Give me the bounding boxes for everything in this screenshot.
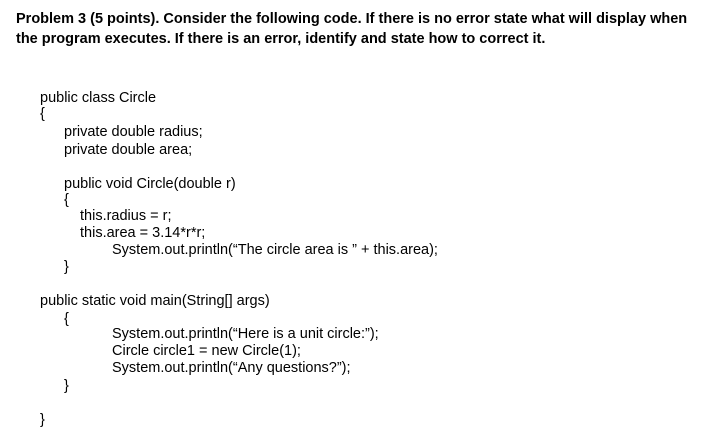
field-area: private double area;	[64, 142, 193, 158]
class-close-brace: }	[40, 412, 45, 428]
class-declaration: public class Circle	[40, 90, 157, 106]
constructor-open-brace: {	[64, 192, 69, 208]
assign-area-line: this.area = 3.14*r*r;	[80, 225, 206, 241]
print-area-line: System.out.println(“The circle area is ” + this.area);	[112, 242, 438, 258]
print-unit-circle-line: System.out.println(“Here is a unit circle:”);	[112, 326, 379, 342]
new-circle-line: Circle circle1 = new Circle(1);	[112, 343, 301, 359]
main-open-brace: {	[64, 311, 69, 327]
class-open-brace: {	[40, 106, 45, 122]
constructor-close-brace: }	[64, 259, 69, 275]
main-declaration: public static void main(String[] args)	[40, 293, 270, 309]
print-questions-line: System.out.println(“Any questions?”);	[112, 360, 351, 376]
constructor-declaration: public void Circle(double r)	[64, 176, 236, 192]
assign-radius-line: this.radius = r;	[80, 208, 172, 224]
main-close-brace: }	[64, 378, 69, 394]
problem-line-2: the program executes. If there is an error, identify and state how to correct it.	[16, 31, 546, 47]
field-radius: private double radius;	[64, 124, 203, 140]
problem-line-1: Problem 3 (5 points). Consider the following code. If there is no error state what will display when	[16, 11, 688, 27]
